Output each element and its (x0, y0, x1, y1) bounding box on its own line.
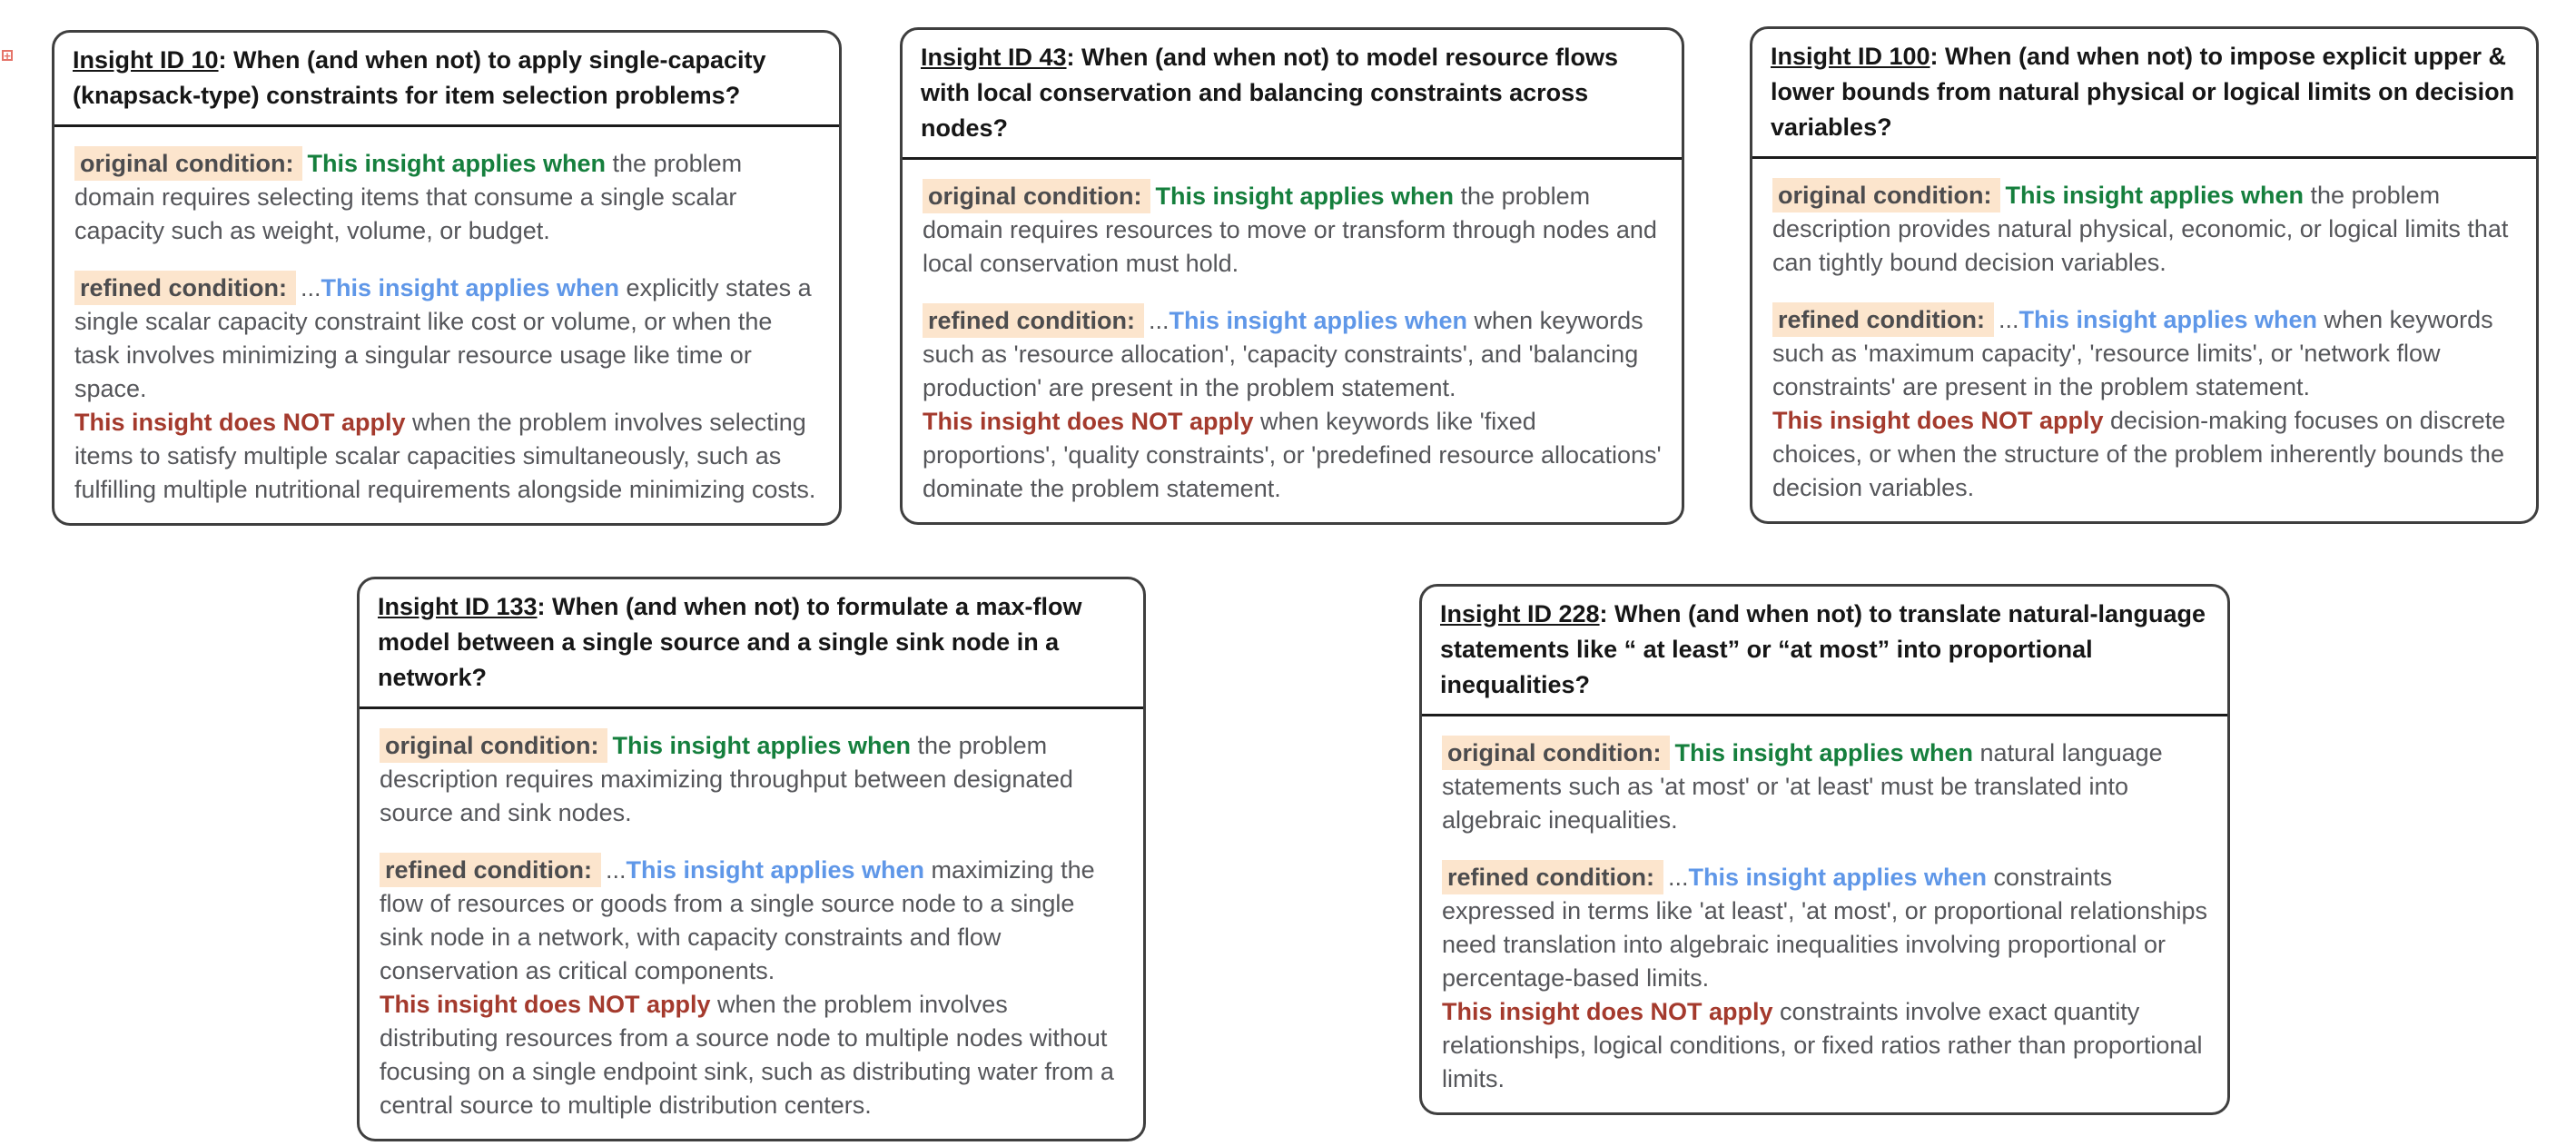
original-condition-paragraph (74, 147, 819, 248)
refined-condition-text: maximizing the flow of resources or goods from a single source node to a single sink node in a network, with capacity constraints and flow conservation as critical components. (380, 856, 1095, 984)
ellipsis-text: ... (300, 274, 321, 301)
original-condition-paragraph (923, 180, 1662, 281)
card-header (1752, 29, 2536, 159)
original-condition-paragraph (380, 729, 1123, 830)
refined-condition-paragraph (923, 304, 1662, 506)
insight-id: Insight ID 43 (921, 44, 1067, 71)
ellipsis-text: ... (1998, 306, 2019, 333)
insight-id: Insight ID 228 (1440, 600, 1600, 627)
original-condition-text: the problem description requires maximizing throughput between designated source and sink nodes. (380, 732, 1073, 826)
applies-when-green-text: This insight applies when (1155, 183, 1455, 210)
refined-condition-text: explicitly states a single scalar capacity constraint like cost or volume, or when the task involves minimizing a singular resource usage like time or space. (74, 274, 812, 402)
insight-id: Insight ID 133 (378, 593, 538, 620)
not-apply-red-text: This insight does NOT apply (1442, 998, 1773, 1025)
not-apply-red-text: This insight does NOT apply (380, 991, 711, 1018)
original-condition-label: original condition: (1442, 736, 1670, 770)
ellipsis-text: ... (1148, 307, 1170, 334)
applies-when-blue-text: This insight applies when (2018, 306, 2318, 333)
refined-condition-label: refined condition: (1442, 860, 1663, 894)
refined-condition-paragraph (1442, 861, 2207, 1096)
refined-condition-text: when keywords such as 'resource allocation', 'capacity constraints', and 'balancing production' are present in the problem statement. (923, 307, 1643, 401)
refined-condition-label: refined condition: (923, 303, 1144, 338)
original-condition-paragraph (1442, 736, 2207, 837)
refined-condition-label: refined condition: (74, 271, 296, 305)
applies-when-green-text: This insight applies when (612, 732, 912, 759)
insight-card-228 (1419, 584, 2230, 1115)
not-apply-text: decision-making focuses on discrete choices, or when the structure of the problem inherently bounds the decision variables. (1772, 407, 2506, 501)
insight-card-133 (357, 577, 1146, 1141)
applies-when-blue-text: This insight applies when (321, 274, 620, 301)
card-header (1422, 587, 2227, 716)
refined-condition-text: when keywords such as 'maximum capacity', 'resource limits', or 'network flow constraints' are present in the problem statement. (1772, 306, 2493, 400)
card-body (54, 127, 839, 523)
original-condition-label: original condition: (380, 728, 607, 763)
applies-when-green-text: This insight applies when (307, 150, 607, 177)
original-condition-text: the problem domain requires selecting items that consume a single scalar capacity such as weight, volume, or budget. (74, 150, 743, 244)
broken-image-marker-icon (2, 50, 13, 61)
refined-condition-paragraph (74, 272, 819, 507)
refined-condition-label: refined condition: (1772, 302, 1994, 337)
question-text: : When (and when not) to translate natural-language statements like “ at least” or “at most” into proportional inequalities? (1440, 600, 2206, 698)
not-apply-text: when keywords like 'fixed proportions', 'quality constraints', or 'predefined resource allocations' dominate the problem statement. (923, 408, 1662, 502)
ellipsis-text: ... (605, 856, 627, 884)
card-body (1752, 159, 2536, 521)
original-condition-text: the problem domain requires resources to move or transform through nodes and local conservation must hold. (923, 183, 1657, 277)
card-body (1422, 716, 2227, 1112)
question-text: : When (and when not) to model resource flows with local conservation and balancing constraints across nodes? (921, 44, 1619, 142)
not-apply-red-text: This insight does NOT apply (1772, 407, 2104, 434)
insight-id: Insight ID 10 (73, 46, 219, 74)
applies-when-blue-text: This insight applies when (1688, 864, 1988, 891)
card-header (54, 33, 839, 127)
insight-card-100 (1750, 26, 2539, 524)
not-apply-text: constraints involve exact quantity relationships, logical conditions, or fixed ratios rather than proportional limits. (1442, 998, 2203, 1092)
refined-condition-paragraph (1772, 303, 2516, 505)
refined-condition-paragraph (380, 854, 1123, 1122)
question-text: : When (and when not) to formulate a max-flow model between a single source and a single sink node in a network? (378, 593, 1082, 691)
applies-when-blue-text: This insight applies when (1169, 307, 1468, 334)
insight-card-10 (52, 30, 842, 526)
ellipsis-text: ... (1667, 864, 1689, 891)
original-condition-text: natural language statements such as 'at most' or 'at least' must be translated into algebraic inequalities. (1442, 739, 2163, 834)
question-text: : When (and when not) to apply single-capacity (knapsack-type) constraints for item selection problems? (73, 46, 766, 109)
original-condition-label: original condition: (74, 146, 302, 181)
original-condition-text: the problem description provides natural physical, economic, or logical limits that can tightly bound decision variables. (1772, 182, 2509, 276)
question-text: : When (and when not) to impose explicit upper & lower bounds from natural physical or logical limits on decision variables? (1771, 43, 2515, 141)
card-header (903, 30, 1682, 160)
refined-condition-label: refined condition: (380, 853, 601, 887)
card-header (360, 579, 1143, 709)
not-apply-text: when the problem involves distributing resources from a source node to multiple nodes without focusing on a single endpoint sink, such as distributing water from a central source to multiple distribution centers. (380, 991, 1114, 1119)
applies-when-green-text: This insight applies when (2005, 182, 2305, 209)
original-condition-label: original condition: (923, 179, 1150, 213)
original-condition-label: original condition: (1772, 178, 2000, 212)
original-condition-paragraph (1772, 179, 2516, 280)
insight-id: Insight ID 100 (1771, 43, 1930, 70)
applies-when-blue-text: This insight applies when (626, 856, 925, 884)
not-apply-text: when the problem involves selecting items to satisfy multiple scalar capacities simultaneously, such as fulfilling multiple nutritional requirements alongside minimizing costs. (74, 409, 816, 503)
not-apply-red-text: This insight does NOT apply (923, 408, 1254, 435)
insight-card-43 (900, 27, 1684, 525)
card-body (903, 160, 1682, 522)
card-body (360, 709, 1143, 1139)
not-apply-red-text: This insight does NOT apply (74, 409, 406, 436)
refined-condition-text: constraints expressed in terms like 'at least', 'at most', or proportional relationships need translation into algebraic inequalities involving proportional or percentage-based limits. (1442, 864, 2207, 992)
applies-when-green-text: This insight applies when (1674, 739, 1974, 766)
